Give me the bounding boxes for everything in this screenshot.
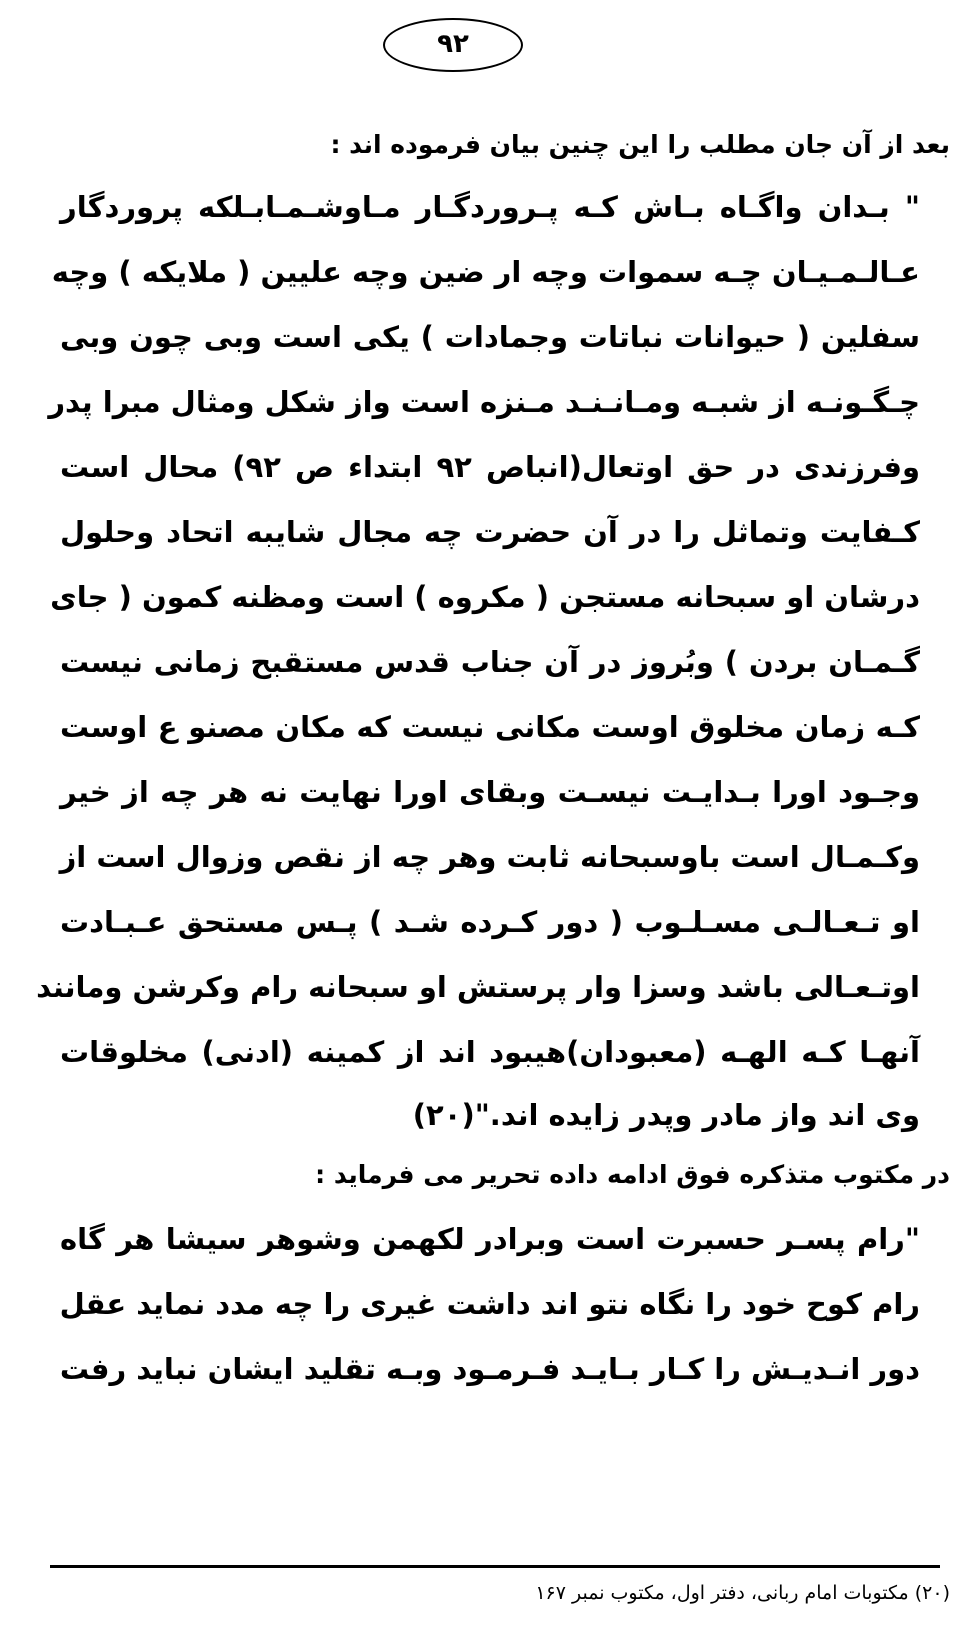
quote1-line: درشان او سبحانه مستجن ( مکروه ) است ومظنه کمون ( جای (50, 580, 920, 614)
intro-line: بعد از آن جان مطلب را این چنین بیان فرموده اند : (330, 130, 950, 159)
quote1-line: گـمـان بردن ) وبُروز در آن جناب قدس مستقبح زمانی نیست (60, 645, 920, 679)
quote2-line: دور انـدیـش را کـار بـایـد فـرمـود وبـه تقلید ایشان نباید رفت (59, 1352, 920, 1386)
quote1-line: وکـمـال است باوسبحانه ثابت وهر چه از نقص وزوال است از (59, 840, 920, 874)
quote1-line: " بـدان واگـاه بـاش کـه پـروردگـار مـاوشـمـابـلکه پروردگار (60, 190, 920, 224)
quote2-line: رام کوح خود را نگاه نتو اند داشت غیری را چه مدد نماید عقل (59, 1287, 920, 1321)
quote1-line: وفرزندی در حق اوتعال(انباص ۹۲ ابتداء ص ۹۲) محال است (60, 450, 921, 484)
footnote-separator (50, 1565, 940, 1568)
quote2-line: "رام پسـر حسبرت است وبرادر لکهمن وشوهر سیشا هر گاه (60, 1222, 920, 1256)
quote1-line: اوتـعـالی باشد وسزا وار پرستش او سبحانه رام وکرشن ومانند (36, 970, 920, 1004)
quote1-line: چـگـونـه از شبـه ومـانـنـد مـنزه است واز شکل ومثال مبرا پدر (48, 385, 920, 419)
quote1-line: وجـود اورا بـدایـت نیسـت وبقای اورا نهایت نه هر چه از خیر (60, 775, 920, 809)
footnote: (۲۰) مکتوبات امام ربانی، دفتر اول، مکتوب نمبر ۱۶۷ (535, 1582, 950, 1604)
quote1-line: عـالـمـیـان چـه سموات وچه ار ضین وچه علیین ( ملایکه ) وچه (51, 255, 920, 289)
quote1-line: آنهـا کـه الهـه (معبودان)هیبود اند از کمینه (ادنی) مخلوقات (60, 1035, 920, 1069)
quote1-line: سفلین ( حیوانات نباتات وجمادات ) یکی است وبی چون وبی (60, 320, 920, 354)
quote1-line: کـفایت وتماثل را در آن حضرت چه مجال شایبه اتحاد وحلول (60, 515, 920, 549)
second-intro-line: در مکتوب متذکره فوق ادامه داده تحریر می فرماید : (315, 1160, 950, 1189)
page-number: ۹۲ (383, 18, 523, 72)
quote1-line: کـه زمان مخلوق اوست مکانی نیست که مکان مصنو ع اوست (60, 710, 920, 744)
quote1-line: او تـعـالـی مسـلـوب ( دور کـرده شـد ) پـس مستحق عـبـادت (60, 905, 920, 939)
quote1-line: وی اند واز مادر وپدر زایده اند."(۲۰) (412, 1098, 920, 1132)
